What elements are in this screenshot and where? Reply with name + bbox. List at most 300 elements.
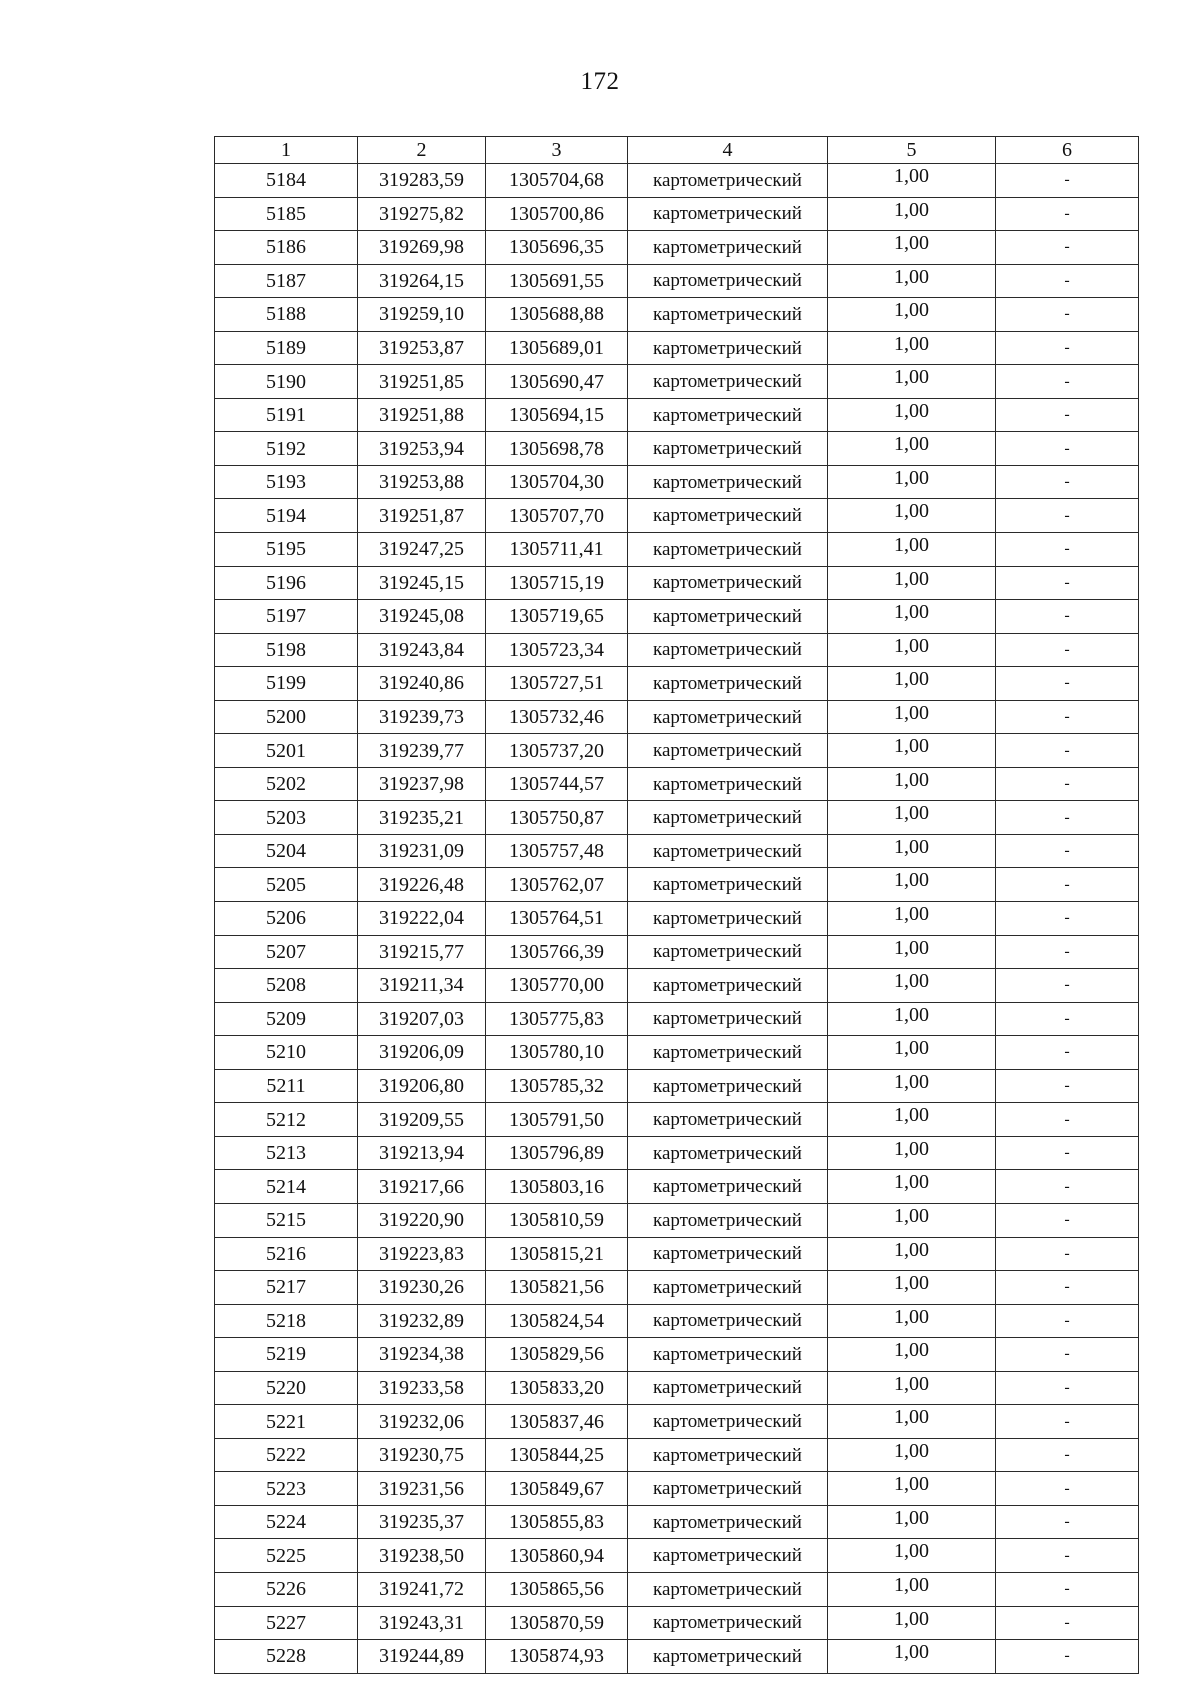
other-cell: - <box>996 264 1139 298</box>
point-number-cell: 5222 <box>215 1438 358 1472</box>
y-coordinate-cell: 1305715,19 <box>486 566 628 600</box>
table-row <box>215 868 1139 902</box>
y-coordinate-cell: 1305698,78 <box>486 432 628 466</box>
y-coordinate-cell: 1305696,35 <box>486 231 628 265</box>
accuracy-cell: 1,00 <box>828 868 996 902</box>
x-coordinate-cell: 319231,09 <box>358 834 486 868</box>
table-row <box>215 834 1139 868</box>
y-coordinate-cell: 1305688,88 <box>486 298 628 332</box>
method-cell: картометрический <box>628 1170 828 1204</box>
method-cell: картометрический <box>628 1136 828 1170</box>
other-cell: - <box>996 1572 1139 1606</box>
table-row <box>215 566 1139 600</box>
y-coordinate-cell: 1305860,94 <box>486 1539 628 1573</box>
x-coordinate-cell: 319222,04 <box>358 902 486 936</box>
point-number-cell: 5218 <box>215 1304 358 1338</box>
method-cell: картометрический <box>628 1539 828 1573</box>
accuracy-cell: 1,00 <box>828 1002 996 1036</box>
accuracy-cell: 1,00 <box>828 1640 996 1674</box>
other-cell: - <box>996 1170 1139 1204</box>
y-coordinate-cell: 1305824,54 <box>486 1304 628 1338</box>
y-coordinate-cell: 1305837,46 <box>486 1405 628 1439</box>
x-coordinate-cell: 319213,94 <box>358 1136 486 1170</box>
column-header-3: 3 <box>486 137 628 164</box>
y-coordinate-cell: 1305762,07 <box>486 868 628 902</box>
other-cell: - <box>996 1271 1139 1305</box>
method-cell: картометрический <box>628 365 828 399</box>
method-cell: картометрический <box>628 1371 828 1405</box>
method-cell: картометрический <box>628 1002 828 1036</box>
x-coordinate-cell: 319217,66 <box>358 1170 486 1204</box>
other-cell: - <box>996 1371 1139 1405</box>
y-coordinate-cell: 1305775,83 <box>486 1002 628 1036</box>
column-header-4: 4 <box>628 137 828 164</box>
y-coordinate-cell: 1305704,68 <box>486 164 628 198</box>
other-cell: - <box>996 566 1139 600</box>
other-cell: - <box>996 969 1139 1003</box>
accuracy-cell: 1,00 <box>828 734 996 768</box>
point-number-cell: 5194 <box>215 499 358 533</box>
y-coordinate-cell: 1305833,20 <box>486 1371 628 1405</box>
x-coordinate-cell: 319243,84 <box>358 633 486 667</box>
method-cell: картометрический <box>628 331 828 365</box>
point-number-cell: 5196 <box>215 566 358 600</box>
x-coordinate-cell: 319235,21 <box>358 801 486 835</box>
method-cell: картометрический <box>628 1640 828 1674</box>
method-cell: картометрический <box>628 1472 828 1506</box>
other-cell: - <box>996 1103 1139 1137</box>
column-header-2: 2 <box>358 137 486 164</box>
point-number-cell: 5189 <box>215 331 358 365</box>
accuracy-cell: 1,00 <box>828 700 996 734</box>
accuracy-cell: 1,00 <box>828 633 996 667</box>
other-cell: - <box>996 365 1139 399</box>
point-number-cell: 5228 <box>215 1640 358 1674</box>
accuracy-cell: 1,00 <box>828 298 996 332</box>
method-cell: картометрический <box>628 1304 828 1338</box>
x-coordinate-cell: 319234,38 <box>358 1338 486 1372</box>
y-coordinate-cell: 1305770,00 <box>486 969 628 1003</box>
accuracy-cell: 1,00 <box>828 231 996 265</box>
method-cell: картометрический <box>628 801 828 835</box>
x-coordinate-cell: 319247,25 <box>358 533 486 567</box>
table-row <box>215 667 1139 701</box>
method-cell: картометрический <box>628 667 828 701</box>
method-cell: картометрический <box>628 1237 828 1271</box>
y-coordinate-cell: 1305844,25 <box>486 1438 628 1472</box>
other-cell: - <box>996 734 1139 768</box>
accuracy-cell: 1,00 <box>828 1036 996 1070</box>
method-cell: картометрический <box>628 1271 828 1305</box>
x-coordinate-cell: 319235,37 <box>358 1505 486 1539</box>
table-row <box>215 1237 1139 1271</box>
method-cell: картометрический <box>628 298 828 332</box>
x-coordinate-cell: 319232,89 <box>358 1304 486 1338</box>
table-row <box>215 1203 1139 1237</box>
table-body <box>215 164 1139 1674</box>
table-row <box>215 197 1139 231</box>
other-cell: - <box>996 868 1139 902</box>
other-cell: - <box>996 197 1139 231</box>
table-row <box>215 1606 1139 1640</box>
method-cell: картометрический <box>628 499 828 533</box>
point-number-cell: 5221 <box>215 1405 358 1439</box>
table-row <box>215 1338 1139 1372</box>
other-cell: - <box>996 1069 1139 1103</box>
table-row <box>215 1069 1139 1103</box>
method-cell: картометрический <box>628 533 828 567</box>
header-row <box>215 137 1139 164</box>
table-row <box>215 1438 1139 1472</box>
table-row <box>215 1405 1139 1439</box>
x-coordinate-cell: 319233,58 <box>358 1371 486 1405</box>
table-row <box>215 1472 1139 1506</box>
other-cell: - <box>996 1472 1139 1506</box>
table-row <box>215 767 1139 801</box>
method-cell: картометрический <box>628 1338 828 1372</box>
y-coordinate-cell: 1305815,21 <box>486 1237 628 1271</box>
point-number-cell: 5213 <box>215 1136 358 1170</box>
y-coordinate-cell: 1305796,89 <box>486 1136 628 1170</box>
other-cell: - <box>996 700 1139 734</box>
other-cell: - <box>996 600 1139 634</box>
x-coordinate-cell: 319283,59 <box>358 164 486 198</box>
other-cell: - <box>996 398 1139 432</box>
x-coordinate-cell: 319275,82 <box>358 197 486 231</box>
accuracy-cell: 1,00 <box>828 834 996 868</box>
x-coordinate-cell: 319259,10 <box>358 298 486 332</box>
accuracy-cell: 1,00 <box>828 1069 996 1103</box>
accuracy-cell: 1,00 <box>828 1539 996 1573</box>
other-cell: - <box>996 1002 1139 1036</box>
point-number-cell: 5197 <box>215 600 358 634</box>
point-number-cell: 5227 <box>215 1606 358 1640</box>
method-cell: картометрический <box>628 1606 828 1640</box>
accuracy-cell: 1,00 <box>828 1203 996 1237</box>
accuracy-cell: 1,00 <box>828 499 996 533</box>
y-coordinate-cell: 1305766,39 <box>486 935 628 969</box>
accuracy-cell: 1,00 <box>828 1405 996 1439</box>
table-row <box>215 1505 1139 1539</box>
other-cell: - <box>996 298 1139 332</box>
other-cell: - <box>996 834 1139 868</box>
y-coordinate-cell: 1305690,47 <box>486 365 628 399</box>
other-cell: - <box>996 1304 1139 1338</box>
point-number-cell: 5211 <box>215 1069 358 1103</box>
y-coordinate-cell: 1305849,67 <box>486 1472 628 1506</box>
x-coordinate-cell: 319245,08 <box>358 600 486 634</box>
x-coordinate-cell: 319264,15 <box>358 264 486 298</box>
y-coordinate-cell: 1305694,15 <box>486 398 628 432</box>
other-cell: - <box>996 935 1139 969</box>
method-cell: картометрический <box>628 935 828 969</box>
table-row <box>215 600 1139 634</box>
other-cell: - <box>996 1606 1139 1640</box>
method-cell: картометрический <box>628 1203 828 1237</box>
point-number-cell: 5195 <box>215 533 358 567</box>
y-coordinate-cell: 1305727,51 <box>486 667 628 701</box>
y-coordinate-cell: 1305791,50 <box>486 1103 628 1137</box>
other-cell: - <box>996 331 1139 365</box>
method-cell: картометрический <box>628 1036 828 1070</box>
table-row <box>215 231 1139 265</box>
x-coordinate-cell: 319238,50 <box>358 1539 486 1573</box>
accuracy-cell: 1,00 <box>828 365 996 399</box>
x-coordinate-cell: 319230,26 <box>358 1271 486 1305</box>
x-coordinate-cell: 319207,03 <box>358 1002 486 1036</box>
accuracy-cell: 1,00 <box>828 1438 996 1472</box>
other-cell: - <box>996 231 1139 265</box>
point-number-cell: 5224 <box>215 1505 358 1539</box>
point-number-cell: 5208 <box>215 969 358 1003</box>
accuracy-cell: 1,00 <box>828 465 996 499</box>
point-number-cell: 5206 <box>215 902 358 936</box>
column-header-5: 5 <box>828 137 996 164</box>
y-coordinate-cell: 1305732,46 <box>486 700 628 734</box>
other-cell: - <box>996 432 1139 466</box>
point-number-cell: 5210 <box>215 1036 358 1070</box>
method-cell: картометрический <box>628 734 828 768</box>
method-cell: картометрический <box>628 566 828 600</box>
y-coordinate-cell: 1305757,48 <box>486 834 628 868</box>
x-coordinate-cell: 319237,98 <box>358 767 486 801</box>
accuracy-cell: 1,00 <box>828 667 996 701</box>
y-coordinate-cell: 1305704,30 <box>486 465 628 499</box>
column-header-1: 1 <box>215 137 358 164</box>
accuracy-cell: 1,00 <box>828 264 996 298</box>
table-row <box>215 499 1139 533</box>
point-number-cell: 5188 <box>215 298 358 332</box>
accuracy-cell: 1,00 <box>828 566 996 600</box>
table-row <box>215 1640 1139 1674</box>
point-number-cell: 5201 <box>215 734 358 768</box>
method-cell: картометрический <box>628 1103 828 1137</box>
point-number-cell: 5187 <box>215 264 358 298</box>
point-number-cell: 5205 <box>215 868 358 902</box>
point-number-cell: 5190 <box>215 365 358 399</box>
y-coordinate-cell: 1305810,59 <box>486 1203 628 1237</box>
point-number-cell: 5202 <box>215 767 358 801</box>
accuracy-cell: 1,00 <box>828 1103 996 1137</box>
method-cell: картометрический <box>628 902 828 936</box>
point-number-cell: 5193 <box>215 465 358 499</box>
x-coordinate-cell: 319209,55 <box>358 1103 486 1137</box>
x-coordinate-cell: 319251,85 <box>358 365 486 399</box>
method-cell: картометрический <box>628 1572 828 1606</box>
y-coordinate-cell: 1305874,93 <box>486 1640 628 1674</box>
table-row <box>215 398 1139 432</box>
x-coordinate-cell: 319240,86 <box>358 667 486 701</box>
point-number-cell: 5200 <box>215 700 358 734</box>
method-cell: картометрический <box>628 231 828 265</box>
x-coordinate-cell: 319253,87 <box>358 331 486 365</box>
table-row <box>215 734 1139 768</box>
accuracy-cell: 1,00 <box>828 902 996 936</box>
other-cell: - <box>996 164 1139 198</box>
method-cell: картометрический <box>628 1405 828 1439</box>
x-coordinate-cell: 319206,09 <box>358 1036 486 1070</box>
point-number-cell: 5220 <box>215 1371 358 1405</box>
method-cell: картометрический <box>628 868 828 902</box>
x-coordinate-cell: 319245,15 <box>358 566 486 600</box>
accuracy-cell: 1,00 <box>828 935 996 969</box>
method-cell: картометрический <box>628 600 828 634</box>
point-number-cell: 5209 <box>215 1002 358 1036</box>
x-coordinate-cell: 319220,90 <box>358 1203 486 1237</box>
point-number-cell: 5217 <box>215 1271 358 1305</box>
x-coordinate-cell: 319239,77 <box>358 734 486 768</box>
method-cell: картометрический <box>628 432 828 466</box>
y-coordinate-cell: 1305829,56 <box>486 1338 628 1372</box>
method-cell: картометрический <box>628 465 828 499</box>
method-cell: картометрический <box>628 264 828 298</box>
y-coordinate-cell: 1305870,59 <box>486 1606 628 1640</box>
other-cell: - <box>996 465 1139 499</box>
other-cell: - <box>996 1036 1139 1070</box>
method-cell: картометрический <box>628 700 828 734</box>
other-cell: - <box>996 1539 1139 1573</box>
y-coordinate-cell: 1305764,51 <box>486 902 628 936</box>
table-row <box>215 298 1139 332</box>
accuracy-cell: 1,00 <box>828 801 996 835</box>
method-cell: картометрический <box>628 164 828 198</box>
y-coordinate-cell: 1305691,55 <box>486 264 628 298</box>
method-cell: картометрический <box>628 1505 828 1539</box>
table-row <box>215 801 1139 835</box>
other-cell: - <box>996 667 1139 701</box>
method-cell: картометрический <box>628 767 828 801</box>
y-coordinate-cell: 1305719,65 <box>486 600 628 634</box>
table-row <box>215 465 1139 499</box>
method-cell: картометрический <box>628 197 828 231</box>
other-cell: - <box>996 1505 1139 1539</box>
point-number-cell: 5212 <box>215 1103 358 1137</box>
table-row <box>215 902 1139 936</box>
x-coordinate-cell: 319232,06 <box>358 1405 486 1439</box>
accuracy-cell: 1,00 <box>828 600 996 634</box>
table-row <box>215 1572 1139 1606</box>
point-number-cell: 5225 <box>215 1539 358 1573</box>
table-row <box>215 1002 1139 1036</box>
other-cell: - <box>996 499 1139 533</box>
x-coordinate-cell: 319215,77 <box>358 935 486 969</box>
table-row <box>215 1304 1139 1338</box>
method-cell: картометрический <box>628 1069 828 1103</box>
point-number-cell: 5215 <box>215 1203 358 1237</box>
method-cell: картометрический <box>628 633 828 667</box>
y-coordinate-cell: 1305737,20 <box>486 734 628 768</box>
x-coordinate-cell: 319253,88 <box>358 465 486 499</box>
accuracy-cell: 1,00 <box>828 1505 996 1539</box>
accuracy-cell: 1,00 <box>828 164 996 198</box>
y-coordinate-cell: 1305750,87 <box>486 801 628 835</box>
y-coordinate-cell: 1305821,56 <box>486 1271 628 1305</box>
method-cell: картометрический <box>628 834 828 868</box>
table-row <box>215 1539 1139 1573</box>
accuracy-cell: 1,00 <box>828 1136 996 1170</box>
x-coordinate-cell: 319269,98 <box>358 231 486 265</box>
method-cell: картометрический <box>628 969 828 1003</box>
accuracy-cell: 1,00 <box>828 432 996 466</box>
point-number-cell: 5185 <box>215 197 358 231</box>
other-cell: - <box>996 1237 1139 1271</box>
point-number-cell: 5216 <box>215 1237 358 1271</box>
x-coordinate-cell: 319251,87 <box>358 499 486 533</box>
table-row <box>215 1271 1139 1305</box>
x-coordinate-cell: 319239,73 <box>358 700 486 734</box>
x-coordinate-cell: 319206,80 <box>358 1069 486 1103</box>
table-row <box>215 365 1139 399</box>
y-coordinate-cell: 1305689,01 <box>486 331 628 365</box>
table-row <box>215 164 1139 198</box>
other-cell: - <box>996 533 1139 567</box>
accuracy-cell: 1,00 <box>828 1304 996 1338</box>
accuracy-cell: 1,00 <box>828 1237 996 1271</box>
table-header <box>215 137 1139 164</box>
x-coordinate-cell: 319251,88 <box>358 398 486 432</box>
table-row <box>215 1036 1139 1070</box>
accuracy-cell: 1,00 <box>828 1606 996 1640</box>
method-cell: картометрический <box>628 398 828 432</box>
accuracy-cell: 1,00 <box>828 969 996 1003</box>
point-number-cell: 5203 <box>215 801 358 835</box>
point-number-cell: 5219 <box>215 1338 358 1372</box>
x-coordinate-cell: 319244,89 <box>358 1640 486 1674</box>
page-number: 172 <box>580 68 620 95</box>
other-cell: - <box>996 1136 1139 1170</box>
y-coordinate-cell: 1305711,41 <box>486 533 628 567</box>
point-number-cell: 5223 <box>215 1472 358 1506</box>
other-cell: - <box>996 767 1139 801</box>
point-number-cell: 5207 <box>215 935 358 969</box>
other-cell: - <box>996 801 1139 835</box>
x-coordinate-cell: 319223,83 <box>358 1237 486 1271</box>
y-coordinate-cell: 1305723,34 <box>486 633 628 667</box>
accuracy-cell: 1,00 <box>828 1271 996 1305</box>
coordinates-table <box>214 136 1139 1674</box>
accuracy-cell: 1,00 <box>828 533 996 567</box>
accuracy-cell: 1,00 <box>828 1338 996 1372</box>
y-coordinate-cell: 1305865,56 <box>486 1572 628 1606</box>
other-cell: - <box>996 633 1139 667</box>
other-cell: - <box>996 1203 1139 1237</box>
y-coordinate-cell: 1305707,70 <box>486 499 628 533</box>
x-coordinate-cell: 319241,72 <box>358 1572 486 1606</box>
accuracy-cell: 1,00 <box>828 1371 996 1405</box>
table-row <box>215 1103 1139 1137</box>
table-row <box>215 533 1139 567</box>
accuracy-cell: 1,00 <box>828 197 996 231</box>
accuracy-cell: 1,00 <box>828 1572 996 1606</box>
point-number-cell: 5192 <box>215 432 358 466</box>
x-coordinate-cell: 319226,48 <box>358 868 486 902</box>
x-coordinate-cell: 319230,75 <box>358 1438 486 1472</box>
point-number-cell: 5204 <box>215 834 358 868</box>
other-cell: - <box>996 902 1139 936</box>
column-header-6: 6 <box>996 137 1139 164</box>
point-number-cell: 5199 <box>215 667 358 701</box>
table-row <box>215 432 1139 466</box>
method-cell: картометрический <box>628 1438 828 1472</box>
y-coordinate-cell: 1305700,86 <box>486 197 628 231</box>
other-cell: - <box>996 1338 1139 1372</box>
y-coordinate-cell: 1305780,10 <box>486 1036 628 1070</box>
y-coordinate-cell: 1305803,16 <box>486 1170 628 1204</box>
table-row <box>215 331 1139 365</box>
y-coordinate-cell: 1305744,57 <box>486 767 628 801</box>
other-cell: - <box>996 1438 1139 1472</box>
table-row <box>215 700 1139 734</box>
